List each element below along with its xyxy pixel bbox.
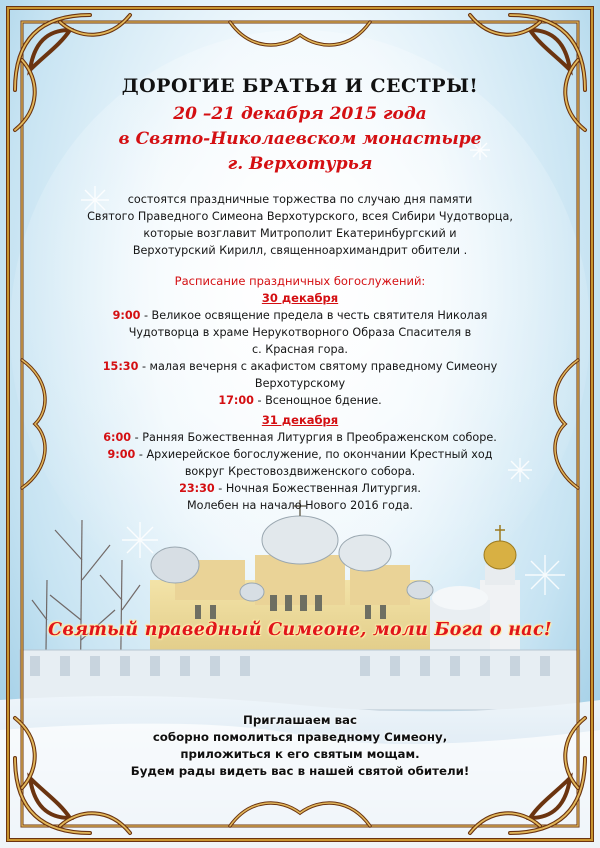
event-text: Молебен на начало Нового 2016 года. <box>187 499 413 512</box>
event-text: вокруг Крестовоздвиженского собора. <box>184 465 416 478</box>
event-text: Чудотворца в храме Нерукотворного Образа Спасителя в <box>128 326 472 339</box>
event-time: 17:00 <box>218 394 254 407</box>
event-text: - Великое освящение предела в честь святителя Николая <box>140 309 488 322</box>
closing-line: соборно помолиться праведному Симеону, <box>152 730 448 744</box>
greeting-heading: ДОРОГИЕ БРАТЬЯ И СЕСТРЫ! <box>121 75 479 97</box>
event-text: - Ранняя Божественная Литургия в Преображенском соборе. <box>131 431 497 444</box>
schedule-date-31: 31 декабря <box>261 413 339 427</box>
intro-line: Святого Праведного Симеона Верхотурского, всея Сибири Чудотворца, <box>87 210 513 223</box>
schedule-event <box>60 307 540 358</box>
intro-line: которые возглавит Митрополит Екатеринбургский и <box>143 227 457 240</box>
schedule-title: Расписание праздничных богослужений: <box>174 274 426 288</box>
event-time: 23:30 <box>179 482 215 495</box>
schedule-date-30: 30 декабря <box>261 291 339 305</box>
closing-invitation <box>60 712 540 780</box>
closing-line: Будем рады видеть вас в нашей святой обители! <box>130 764 470 778</box>
dates-heading: 20 –21 декабря 2015 года <box>173 104 427 124</box>
event-text: Верхотурскому <box>254 377 346 390</box>
event-text: с. Красная гора. <box>251 343 348 356</box>
city-heading: г. Верхотурья <box>227 154 373 174</box>
schedule-event <box>60 480 540 514</box>
event-text: - Ночная Божественная Литургия. <box>214 482 421 495</box>
event-time: 9:00 <box>107 448 136 461</box>
schedule-event <box>60 392 540 409</box>
monastery-heading: в Свято-Николаевском монастыре <box>118 129 482 149</box>
event-time: 6:00 <box>103 431 132 444</box>
schedule-event <box>60 446 540 480</box>
closing-line: приложиться к его святым мощам. <box>180 747 420 761</box>
event-text: - Архиерейское богослужение, по окончании Крестный ход <box>135 448 493 461</box>
event-time: 9:00 <box>112 309 141 322</box>
event-time: 15:30 <box>102 360 139 373</box>
schedule-event <box>60 429 540 446</box>
prayer-banner: Святый праведный Симеоне, моли Бога о нас! <box>48 620 552 640</box>
closing-line: Приглашаем вас <box>242 713 357 727</box>
intro-paragraph <box>60 191 540 259</box>
schedule-event <box>60 358 540 392</box>
event-text: - малая вечерня с акафистом святому праведному Симеону <box>138 360 498 373</box>
intro-line: Верхотурский Кирилл, священноархимандрит обители . <box>132 244 468 257</box>
main-text <box>60 74 540 514</box>
intro-line: состоятся праздничные торжества по случаю дня памяти <box>127 193 473 206</box>
event-text: - Всенощное бдение. <box>253 394 382 407</box>
